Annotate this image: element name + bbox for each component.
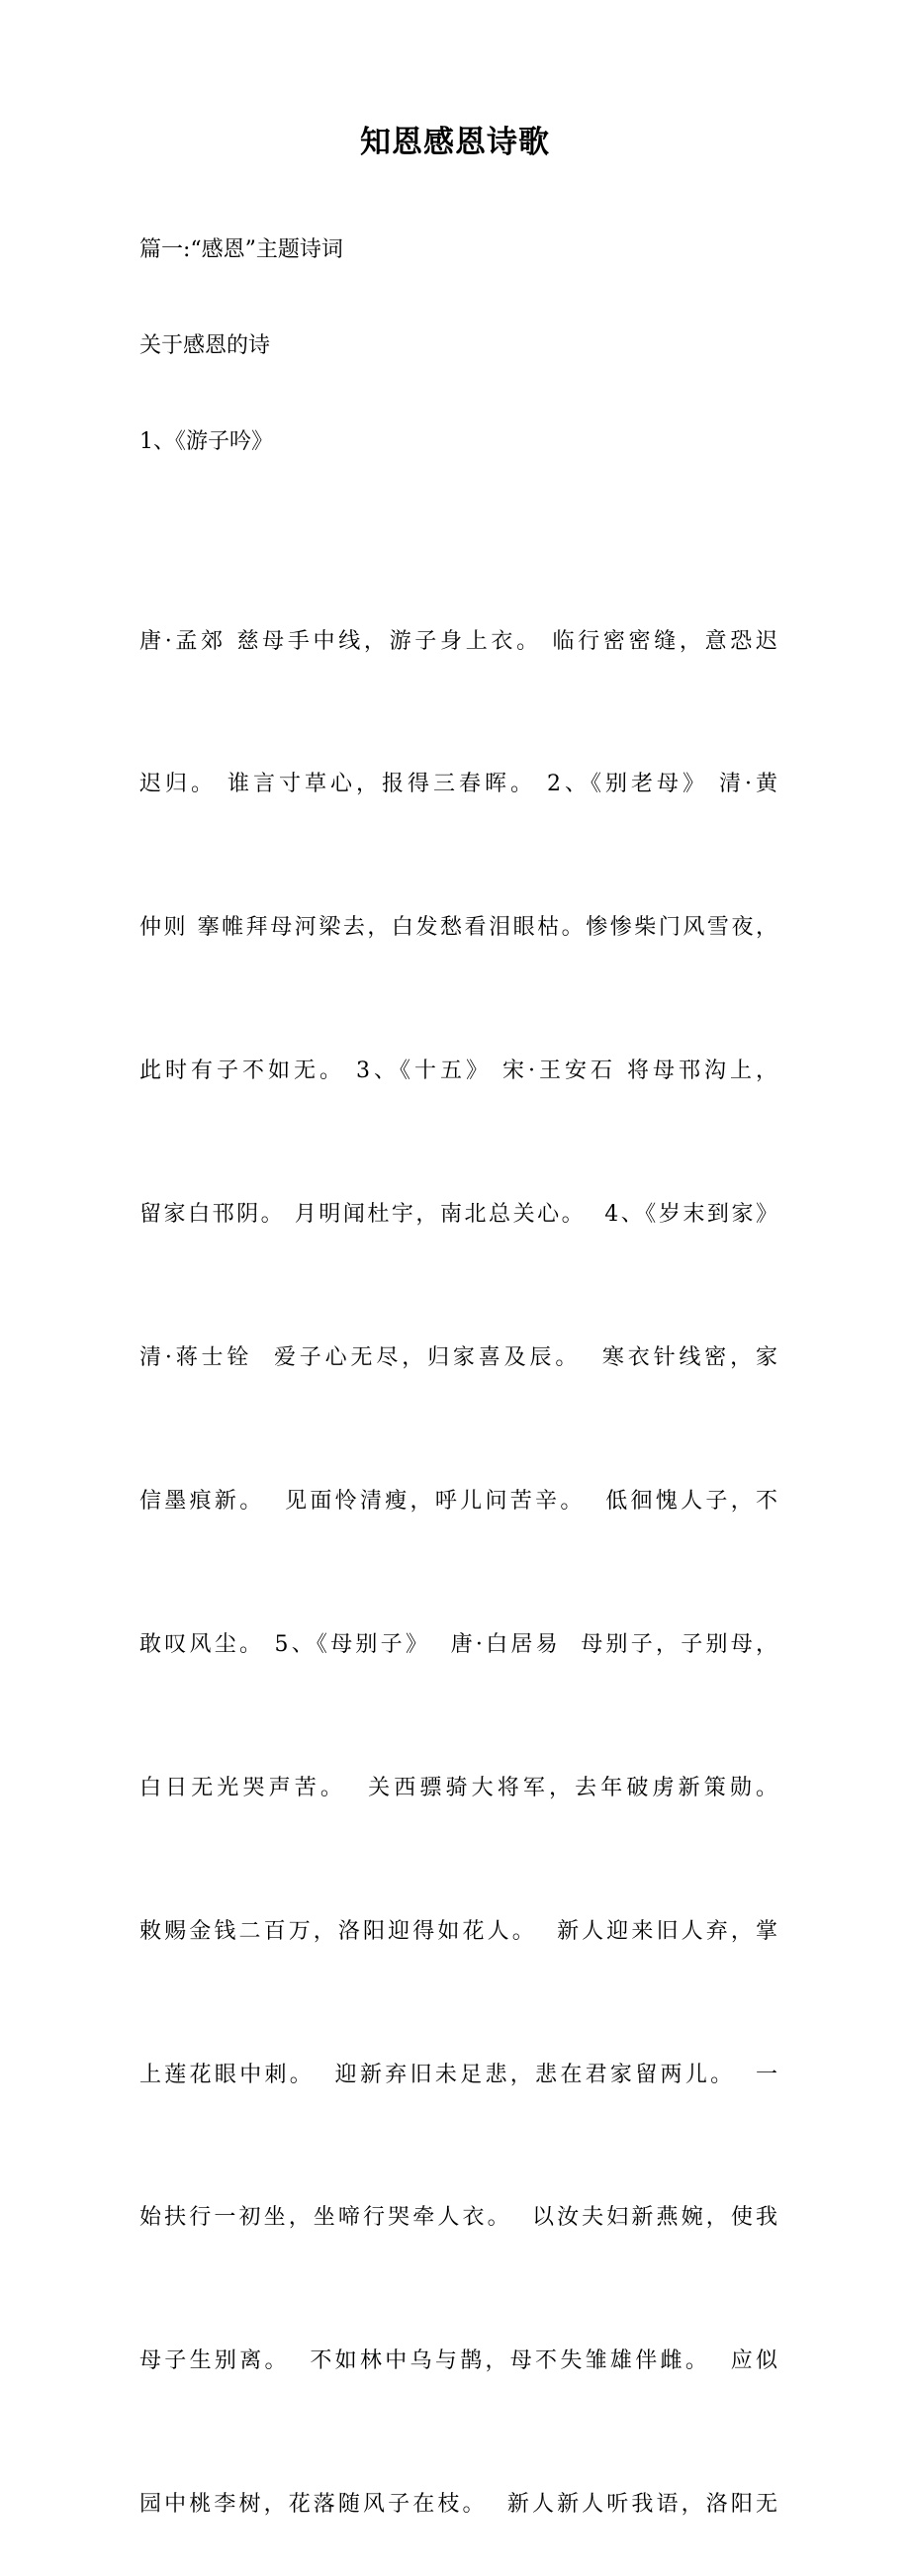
item-heading: 1、《游子吟》	[139, 429, 273, 454]
body-line: 园中桃李树，花落随风子在枝。 新人新人听我语，洛阳无	[139, 2492, 777, 2518]
section-heading: 篇一:“感恩”主题诗词	[139, 237, 343, 262]
subheading: 关于感恩的诗	[139, 333, 271, 358]
body-line: 留家白邗阴。 月明闻杜宇，南北总关心。 4、《岁末到家》	[139, 1202, 777, 1228]
body-line: 母子生别离。 不如林中乌与鹊，母不失雏雄伴雌。 应似	[139, 2348, 777, 2374]
body-line: 敕赐金钱二百万，洛阳迎得如花人。 新人迎来旧人弃，掌	[139, 1918, 777, 1944]
body-line: 始扶行一初坐，坐啼行哭牵人衣。 以汝夫妇新燕婉，使我	[139, 2205, 777, 2231]
document-title: 知恩感恩诗歌	[360, 125, 550, 160]
body-line: 唐·孟郊 慈母手中线，游子身上衣。 临行密密缝，意恐迟	[139, 628, 777, 654]
body-line: 迟归。 谁言寸草心，报得三春晖。 2、《别老母》 清·黄	[139, 772, 777, 797]
body-line: 敢叹风尘。 5、《母别子》 唐·白居易 母别子，子别母，	[139, 1631, 777, 1657]
body-line: 仲则 搴帷拜母河梁去，白发愁看泪眼枯。惨惨柴门风雪夜，	[139, 915, 777, 941]
body-line: 信墨痕新。 见面怜清瘦，呼儿问苦辛。 低徊愧人子，不	[139, 1488, 777, 1514]
body-line: 此时有子不如无。 3、《十五》 宋·王安石 将母邗沟上，	[139, 1058, 777, 1084]
body-line: 清·蒋士铨 爱子心无尽，归家喜及辰。 寒衣针线密，家	[139, 1345, 777, 1371]
body-line: 上莲花眼中刺。 迎新弃旧未足悲，悲在君家留两儿。 一	[139, 2062, 777, 2087]
poem-body	[139, 522, 777, 2576]
body-line: 白日无光哭声苦。 关西骠骑大将军，去年破虏新策勋。	[139, 1775, 777, 1800]
